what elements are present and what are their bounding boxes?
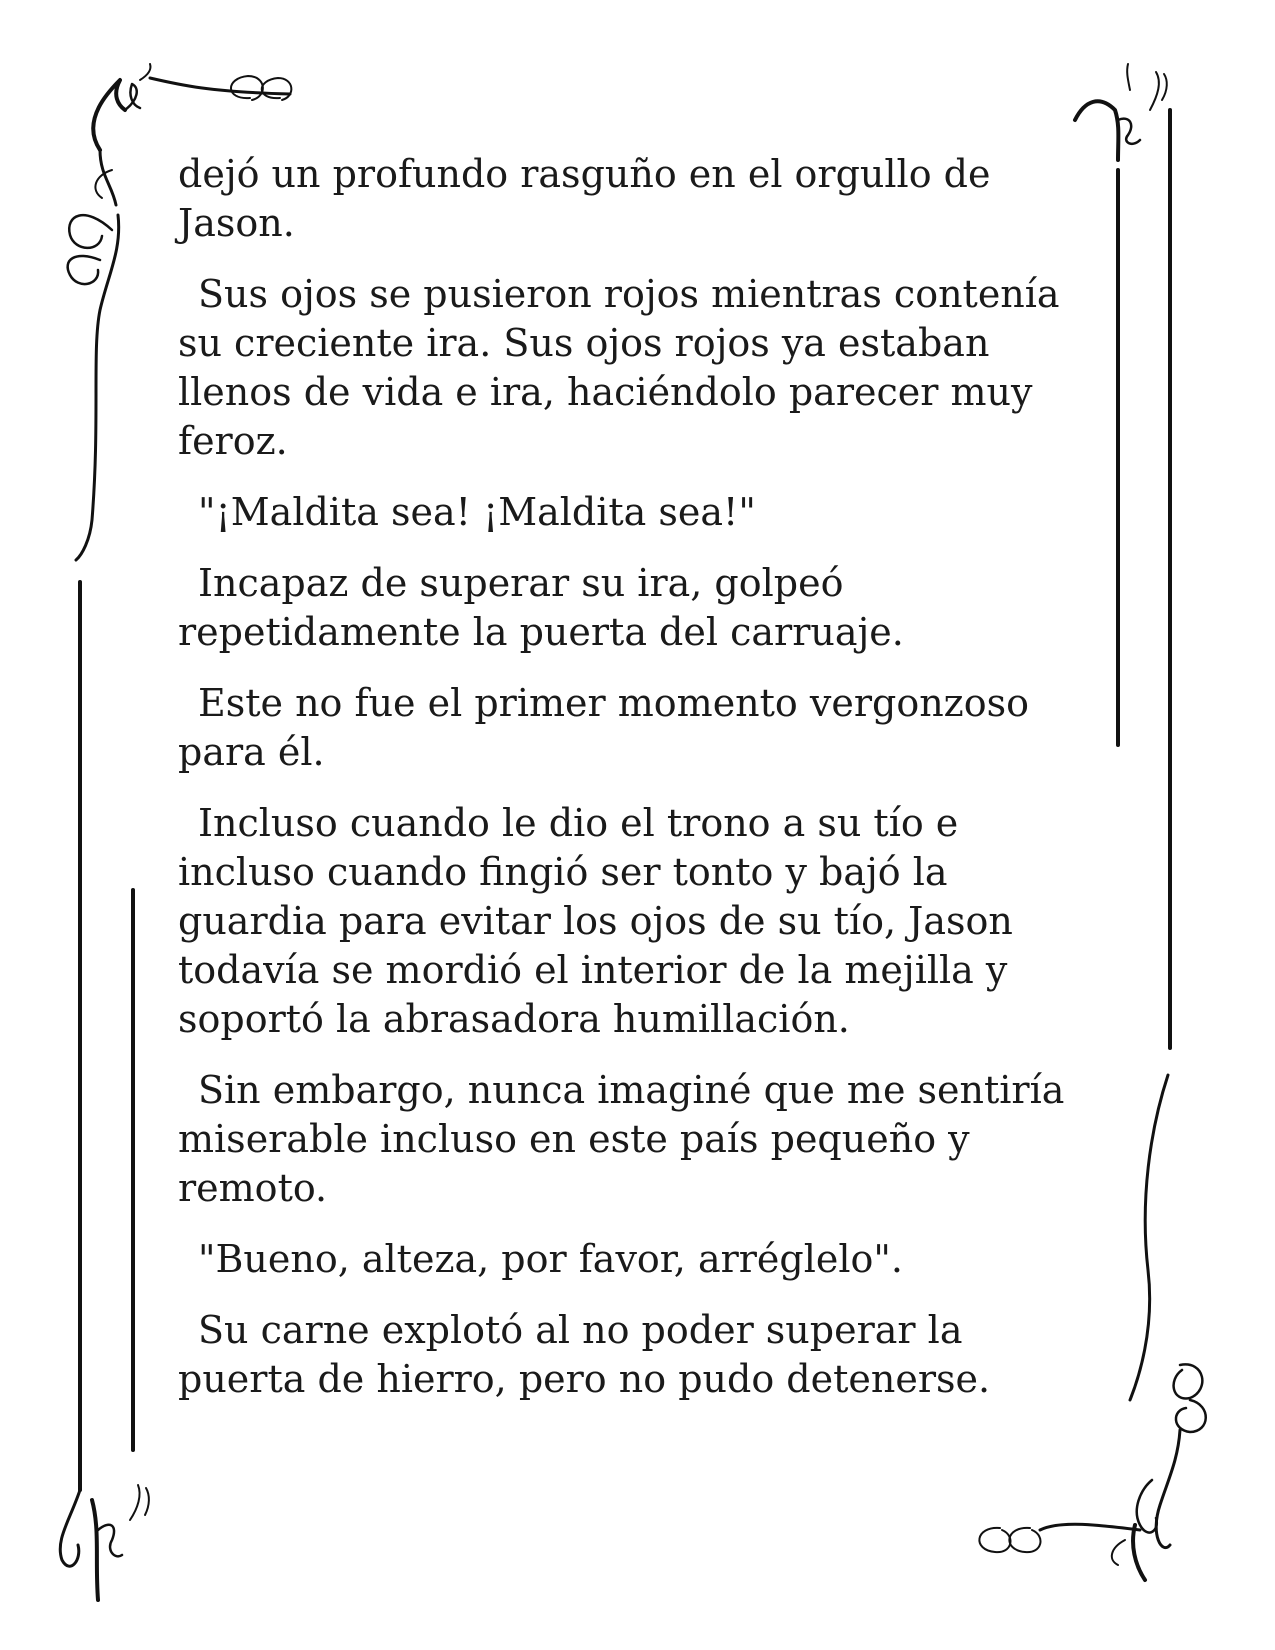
paragraph: "Bueno, alteza, por favor, arréglelo". xyxy=(198,1237,903,1281)
paragraph: "¡Maldita sea! ¡Maldita sea!" xyxy=(198,490,756,534)
paragraph: Incapaz de superar su ira, golpeó repetidamente la puerta del carruaje. xyxy=(178,561,904,654)
top-right-flourish xyxy=(1075,64,1167,160)
paragraph: Su carne explotó al no poder superar la puerta de hierro, pero no pudo detenerse. xyxy=(178,1308,991,1401)
paragraph: Incluso cuando le dio el trono a su tío e incluso cuando fingió ser tonto y bajó la guardia para evitar los ojos de su tío, Jason todavía se mordió el interior de la mejilla y soportó la abrasadora humillación. xyxy=(178,801,1013,1041)
paragraph: Sus ojos se pusieron rojos mientras contenía su creciente ira. Sus ojos rojos ya estaban llenos de vida e ira, haciéndolo parecer muy feroz. xyxy=(178,272,1060,463)
story-text xyxy=(178,150,1078,1426)
paragraph: Este no fue el primer momento vergonzoso para él. xyxy=(178,681,1029,774)
bottom-left-flourish xyxy=(60,1485,149,1600)
paragraph: Sin embargo, nunca imaginé que me sentiría miserable incluso en este país pequeño y remoto. xyxy=(178,1068,1065,1210)
paragraph: dejó un profundo rasguño en el orgullo de Jason. xyxy=(178,152,991,245)
